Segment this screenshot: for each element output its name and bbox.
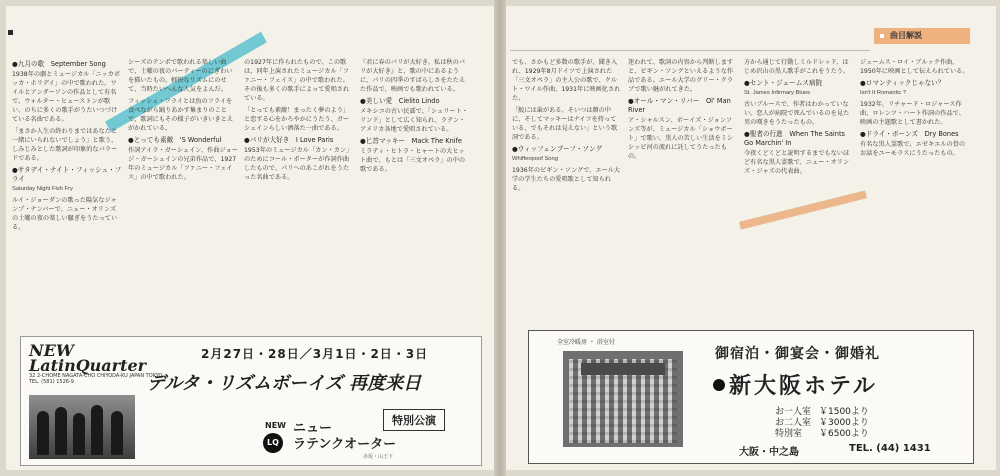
paragraph: でも、さかもど多数の歌手が、聞き入れ、1929年8月ドイツで上演された「三文オペラ」の主人公の歌で、クルト・ワイル作曲、1931年に映画化された。: [512, 59, 621, 102]
song-heading: ●とっても素敵 'S Wonderful: [128, 136, 222, 144]
rate-row: [775, 418, 869, 429]
header-bullet-icon: [880, 34, 884, 38]
left-page: [6, 6, 494, 470]
room-rates: [775, 407, 869, 440]
rate-row: [775, 407, 869, 418]
paragraph: メキシコの古い民謡で、「シェリート・リンド」として広く知られ、ラテン・アメリカ各地で愛唱されている。: [360, 108, 468, 133]
rate-value: ￥1500より: [819, 407, 869, 417]
song-heading: ●聖者の行進 When The Saints Go Marchin' In: [744, 130, 845, 147]
rate-label: 特別室: [775, 429, 803, 439]
paragraph: フィッシュ・フライとは魚のフライを食べながら踊りあかす集まりのことで、歌詞にもその様子がいきいきとえがかれている。: [128, 98, 234, 132]
rate-label: お一人室: [775, 407, 812, 417]
section-header: 曲目解説: [890, 31, 922, 40]
song-heading: ●オール・マン・リバー Ol' Man River: [628, 97, 731, 114]
paragraph: 『君に春のパリが大好き。私は秋のパリが大好き』と、歌の中にあるように、パリの四季のすばらしさをたたえた作品で、映画でも歌われている。: [360, 59, 466, 93]
venue-name: ニュー ラテンクオーター: [293, 421, 397, 452]
hotel-name: 新大阪ホテル: [713, 369, 878, 400]
band-headline: デルタ・リズムボーイズ 再度来日: [147, 373, 422, 394]
song-heading: ●ロマンティックじゃない？: [860, 79, 945, 87]
performance-dates: 2月27日・28日／3月1日・2日・3日: [201, 347, 429, 361]
paragraph: ミラティ・ヒトラ・ヒャートの大ヒット曲で、もとは「三文オペラ」の中の歌である。: [360, 148, 466, 173]
song-english-title: Isn't It Romantic ?: [860, 90, 907, 96]
paragraph: 迷われて、歌詞の内容から判断しますと、ビギン・ソングといえるような作品である。エール大学のグリー・クラブで歌い継がれてきた。: [628, 59, 734, 93]
song-heading: ●美しい愛 Cielito Lindo: [360, 97, 440, 105]
band-photo: [29, 395, 135, 459]
paragraph: 有名な黒人霊歌で、エゼキエルの骨のお話をユーモラスにうたったもの。: [860, 141, 966, 157]
paragraph: の1927年に作られたもので、この歌は、同年上演されたミュージカル「ファニー・フェイス」の中で歌われた。その後も多くの歌手によって愛唱されている。: [244, 59, 350, 102]
new-mark: NEW: [265, 421, 286, 430]
hotel-building-image: [563, 351, 683, 447]
song-heading: ●パリが大好き I Love Paris: [244, 136, 334, 144]
rate-label: お二人室: [775, 418, 812, 428]
paragraph: 今夜くどくどと説明するまでもないほど有名な黒人霊歌で、ニュー・オリンズ・ジャズの代表曲。: [744, 150, 850, 175]
venue-location: 赤坂・山王下: [363, 454, 394, 460]
special-performance-label: 特別公演: [383, 409, 445, 431]
paragraph: 古いブルースで、作者はわかっていない。恋人が病院で死んでいるのを見た男の嘆きをうたったもの。: [744, 101, 850, 126]
paragraph: ジェームス・ロイ・ブルック作曲、1950年に映画として伝えられている。: [860, 59, 969, 75]
hotel-telephone: TEL. (44) 1431: [849, 443, 931, 454]
section-header-tab: [874, 28, 970, 44]
bullet-icon: [713, 379, 725, 391]
paragraph: ルイ・ジョーダンの歌った陽気なジャンプ・ナンバーで、ニュー・オリンズの土曜の夜の楽しい騒ぎをうたっている。: [12, 197, 118, 231]
latin-quarter-address: 32 2-CHOME NAGATA-CHO CHIYODA-KU JAPAN TOKYO TEL. (581) 1526-9: [29, 373, 163, 385]
paragraph: 1953年のミュージカル「カン・カン」のためにコール・ポーターが作詞作曲したもので、パリへのあこがれをうたった名曲である。: [244, 147, 353, 181]
paragraph: 1938年の劇とミュージカル「ニッカボッカ・ホリデイ」の中で歌われた。ワイルとアンダーソンの作品として有名で、ウォルター・ヒューストンが歌い、のちに多くの歌手がうたいつづけている名曲である。: [12, 71, 121, 123]
rate-value: ￥6500より: [819, 429, 869, 439]
song-heading: ●サタデイ・ナイト・フィッシュ・フライ: [12, 166, 122, 183]
song-heading: ●セント・ジェームス病院: [744, 79, 823, 87]
book-gutter: [494, 0, 506, 476]
paragraph: 1936年のビギン・ソングで、エール大学の学生たちの愛唱歌として知られる。: [512, 167, 621, 192]
song-heading: ●ウィッフェンプーフ・ソング: [512, 145, 603, 153]
hotel-advertisement: [528, 330, 974, 464]
rate-value: ￥3000より: [819, 418, 869, 428]
paragraph: 「まさか人生の終わりまではあなたと一緒にいられないでしょう」と歌う、しみじみとした歌詞が印象的なバラードである。: [12, 128, 118, 162]
song-english-title: Saturday Night Fish Fry: [12, 186, 73, 192]
paragraph: 「とっても素敵！まったく夢のよう」と恋する心をかろやかにうたう、ガーシュインらしい洒落た一曲である。: [244, 107, 350, 132]
paragraph: 「鮫には歯がある、そいつは顔の中に、そしてマッキーはナイフを持っている、でもそれは見えない」という歌詞である。: [512, 107, 618, 141]
song-heading: ●九月の歌 September Song: [12, 60, 106, 68]
song-heading: ●ドライ・ボーンズ Dry Bones: [860, 130, 959, 138]
header-rule: [510, 50, 870, 51]
hotel-caption: 全室冷暖房 ・ 浴室付: [557, 339, 615, 346]
latin-quarter-logo: NEW LatinQuarter: [29, 341, 147, 375]
hotel-services: 御宿泊・御宴会・御婚礼: [715, 346, 880, 362]
paragraph: ア・シャルスン、ボーイズ・ジョンソンズ等が、ミュージカル「ショウボート」で歌い、黒人の苦しい生活をミシシッピ河の流れに託してうたったもの。: [628, 117, 734, 160]
hotel-address: 大阪・中之島: [739, 447, 799, 458]
right-page: [506, 6, 996, 470]
paragraph: 1932年、リチャード・ロジャース作曲、ロレンツ・ハート作詞の作品で、映画の主題歌として書かれた。: [860, 101, 965, 126]
latin-quarter-advertisement: [20, 336, 482, 466]
song-heading: ●匕首マッキー Mack The Knife: [360, 137, 462, 145]
paragraph: 方から通じて行動しミルドレッド、はじめ沢山の黒人歌手がこれをうたう。: [744, 59, 850, 75]
paragraph: 作詞アイラ・ガーシュイン、作曲ジョージ・ガーシュインの兄弟作品で、1927年のミュージカル「ファニー・フェイス」の中で歌われた。: [128, 147, 238, 181]
song-english-title: St. James Infirmary Blues: [744, 90, 811, 96]
paragraph: シーズのテンポで歌われる楽しい曲で、土曜の夜のパーティーのにぎわいを描いたもの。軽快なリズムにのせて、当時たいへんな人気をよんだ。: [128, 59, 233, 93]
rate-row: [775, 429, 869, 440]
song-english-title: Whiffenpoof Song: [512, 156, 558, 162]
page-corner-mark: [8, 30, 13, 35]
venue-emblem-icon: LQ: [263, 433, 283, 453]
